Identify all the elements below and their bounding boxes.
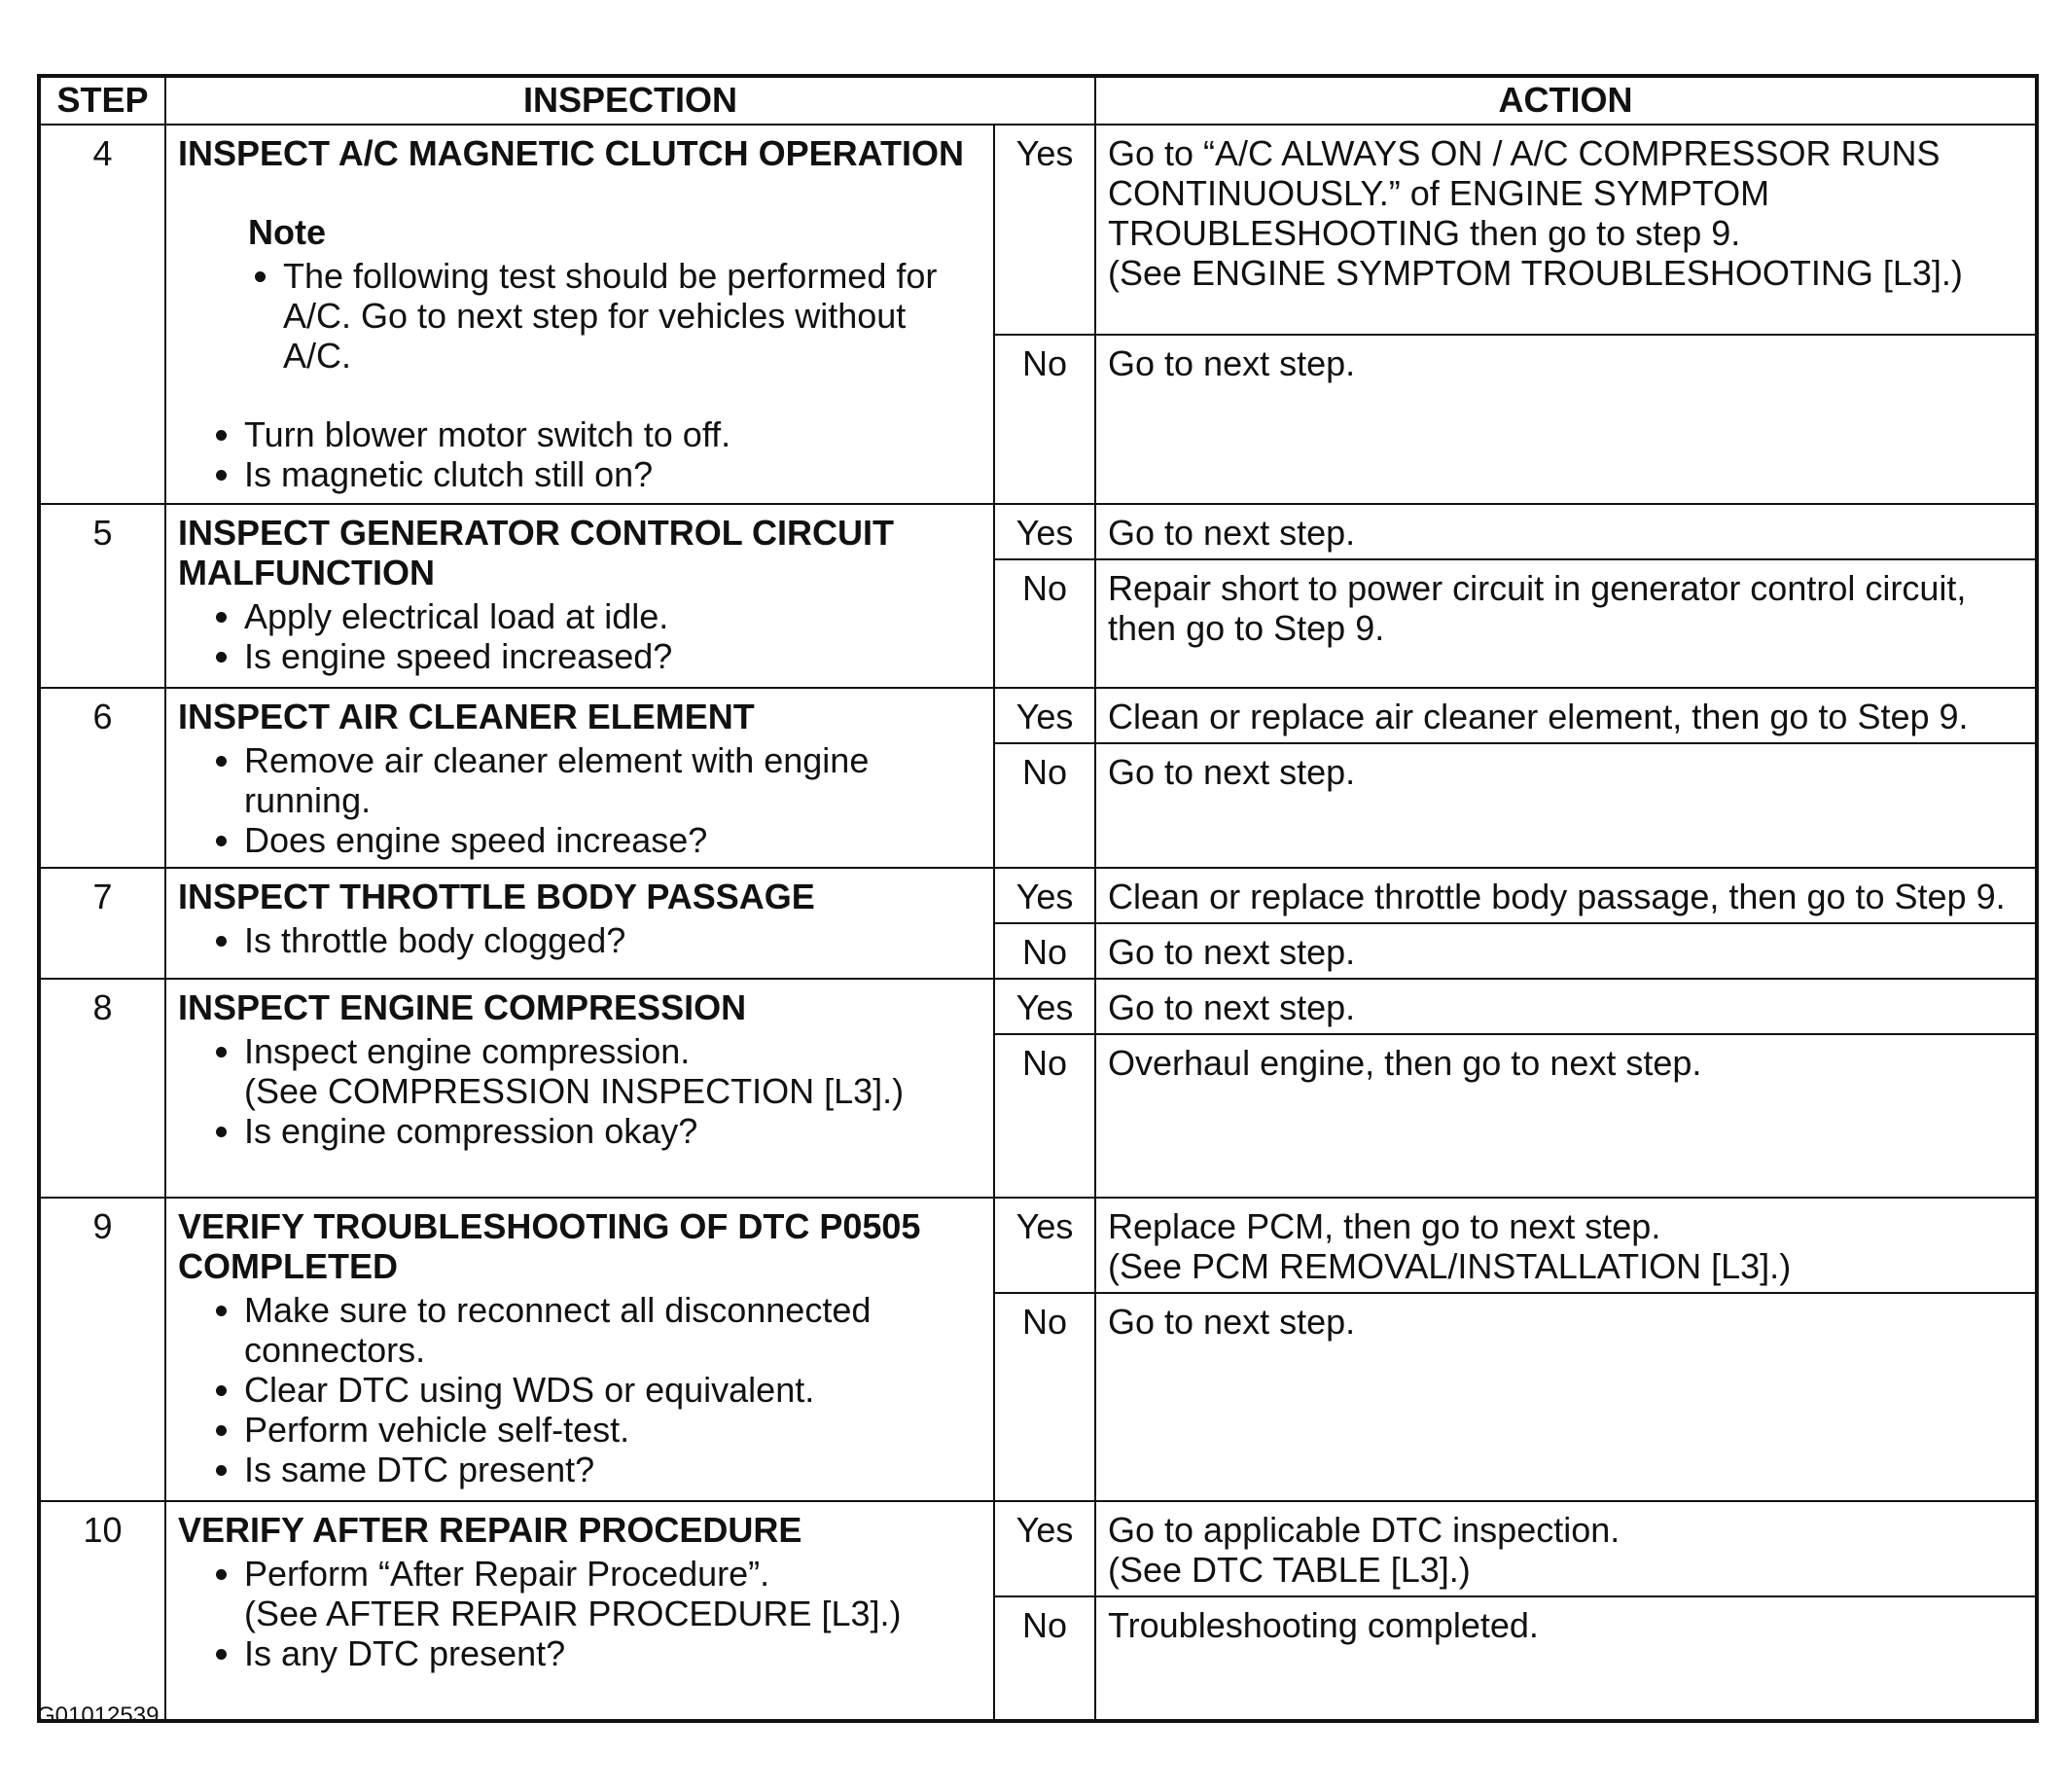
inspection-bullet: • Is throttle body clogged? (244, 920, 981, 960)
inspection-bullet: • Apply electrical load at idle. (244, 596, 981, 636)
inspection-bullets (178, 920, 981, 960)
step-number: 5 (39, 504, 165, 688)
inspection-bullets (178, 1031, 981, 1151)
troubleshooting-sheet (37, 74, 2035, 1723)
inspection-cell (165, 979, 994, 1198)
yes-label: Yes (994, 688, 1095, 743)
table-row (39, 125, 2037, 335)
inspection-title: INSPECT GENERATOR CONTROL CIRCUIT MALFUNCTION (178, 513, 895, 592)
yes-action: Clean or replace throttle body passage, then go to Step 9. (1095, 868, 2037, 923)
inspection-cell (165, 1198, 994, 1501)
inspection-bullet: • Is same DTC present? (244, 1450, 981, 1489)
header-action: ACTION (1095, 76, 2037, 125)
no-label: No (994, 559, 1095, 688)
inspection-cell (165, 125, 994, 504)
inspection-bullets (178, 740, 981, 860)
no-label: No (994, 1293, 1095, 1501)
step-number: 8 (39, 979, 165, 1198)
inspection-cell (165, 1501, 994, 1721)
no-action: Go to next step. (1095, 335, 2037, 504)
yes-action: Replace PCM, then go to next step. (See PCM REMOVAL/INSTALLATION [L3].) (1095, 1198, 2037, 1293)
inspection-bullet: • Is engine compression okay? (244, 1111, 981, 1151)
inspection-bullet: • Turn blower motor switch to off. (244, 414, 981, 454)
inspection-cell (165, 688, 994, 868)
no-action: Go to next step. (1095, 1293, 2037, 1501)
step-number: 9 (39, 1198, 165, 1501)
table-row (39, 688, 2037, 743)
inspection-bullets (178, 596, 981, 676)
inspection-bullet: • Clear DTC using WDS or equivalent. (244, 1370, 981, 1410)
inspection-bullet: • Make sure to reconnect all disconnected connectors. (244, 1290, 981, 1370)
step-number: 7 (39, 868, 165, 979)
yes-action: Clean or replace air cleaner element, then go to Step 9. (1095, 688, 2037, 743)
no-action: Troubleshooting completed. (1095, 1596, 2037, 1721)
table-row (39, 868, 2037, 923)
no-action: Go to next step. (1095, 923, 2037, 979)
table-row (39, 979, 2037, 1034)
figure-id: G01012539 (37, 1702, 160, 1729)
header-step: STEP (39, 76, 165, 125)
inspection-bullet: • Inspect engine compression. (See COMPRESSION INSPECTION [L3].) (244, 1031, 981, 1111)
note-list (178, 256, 981, 376)
inspection-bullet: • Is magnetic clutch still on? (244, 454, 981, 494)
inspection-title: INSPECT A/C MAGNETIC CLUTCH OPERATION (178, 133, 964, 173)
step-number: 6 (39, 688, 165, 868)
note-item: • The following test should be performed for A/C. Go to next step for vehicles without A/C. (283, 256, 981, 376)
no-label: No (994, 923, 1095, 979)
yes-action: Go to next step. (1095, 504, 2037, 559)
inspection-title: INSPECT AIR CLEANER ELEMENT (178, 697, 755, 736)
note-label: Note (248, 212, 326, 252)
inspection-bullets (178, 414, 981, 494)
inspection-bullets (178, 1290, 981, 1489)
yes-label: Yes (994, 979, 1095, 1034)
inspection-bullet: • Remove air cleaner element with engine running. (244, 740, 981, 820)
inspection-title: INSPECT ENGINE COMPRESSION (178, 987, 747, 1027)
inspection-bullet: • Is engine speed increased? (244, 636, 981, 676)
yes-action: Go to “A/C ALWAYS ON / A/C COMPRESSOR RUNS CONTINUOUSLY.” of ENGINE SYMPTOM TROUBLESHOOTING then go to step 9. (See ENGINE SYMPTOM TROUBLESHOOTING [L3].) (1095, 125, 2037, 335)
no-label: No (994, 1034, 1095, 1198)
inspection-bullets (178, 1554, 981, 1673)
no-action: Repair short to power circuit in generator control circuit, then go to Step 9. (1095, 559, 2037, 688)
inspection-bullet: • Perform “After Repair Procedure”. (See AFTER REPAIR PROCEDURE [L3].) (244, 1554, 981, 1633)
inspection-title: VERIFY AFTER REPAIR PROCEDURE (178, 1510, 802, 1550)
yes-action: Go to next step. (1095, 979, 2037, 1034)
step-number: 4 (39, 125, 165, 504)
inspection-title: VERIFY TROUBLESHOOTING OF DTC P0505 COMPLETED (178, 1206, 921, 1286)
inspection-bullet: • Is any DTC present? (244, 1633, 981, 1673)
table-row (39, 1501, 2037, 1596)
yes-label: Yes (994, 1198, 1095, 1293)
yes-label: Yes (994, 125, 1095, 335)
step-number: 10 (39, 1501, 165, 1721)
no-label: No (994, 1596, 1095, 1721)
inspection-bullet: • Does engine speed increase? (244, 820, 981, 860)
header-inspection: INSPECTION (165, 76, 1095, 125)
yes-label: Yes (994, 1501, 1095, 1596)
no-action: Go to next step. (1095, 743, 2037, 868)
table-row (39, 1198, 2037, 1293)
no-action: Overhaul engine, then go to next step. (1095, 1034, 2037, 1198)
yes-label: Yes (994, 504, 1095, 559)
inspection-cell (165, 504, 994, 688)
inspection-bullet: • Perform vehicle self-test. (244, 1410, 981, 1450)
table-body (39, 125, 2037, 1721)
inspection-cell (165, 868, 994, 979)
no-label: No (994, 743, 1095, 868)
table-row (39, 504, 2037, 559)
no-label: No (994, 335, 1095, 504)
yes-label: Yes (994, 868, 1095, 923)
troubleshooting-table (37, 74, 2039, 1723)
yes-action: Go to applicable DTC inspection. (See DTC TABLE [L3].) (1095, 1501, 2037, 1596)
header-row (39, 76, 2037, 125)
inspection-title: INSPECT THROTTLE BODY PASSAGE (178, 877, 815, 916)
